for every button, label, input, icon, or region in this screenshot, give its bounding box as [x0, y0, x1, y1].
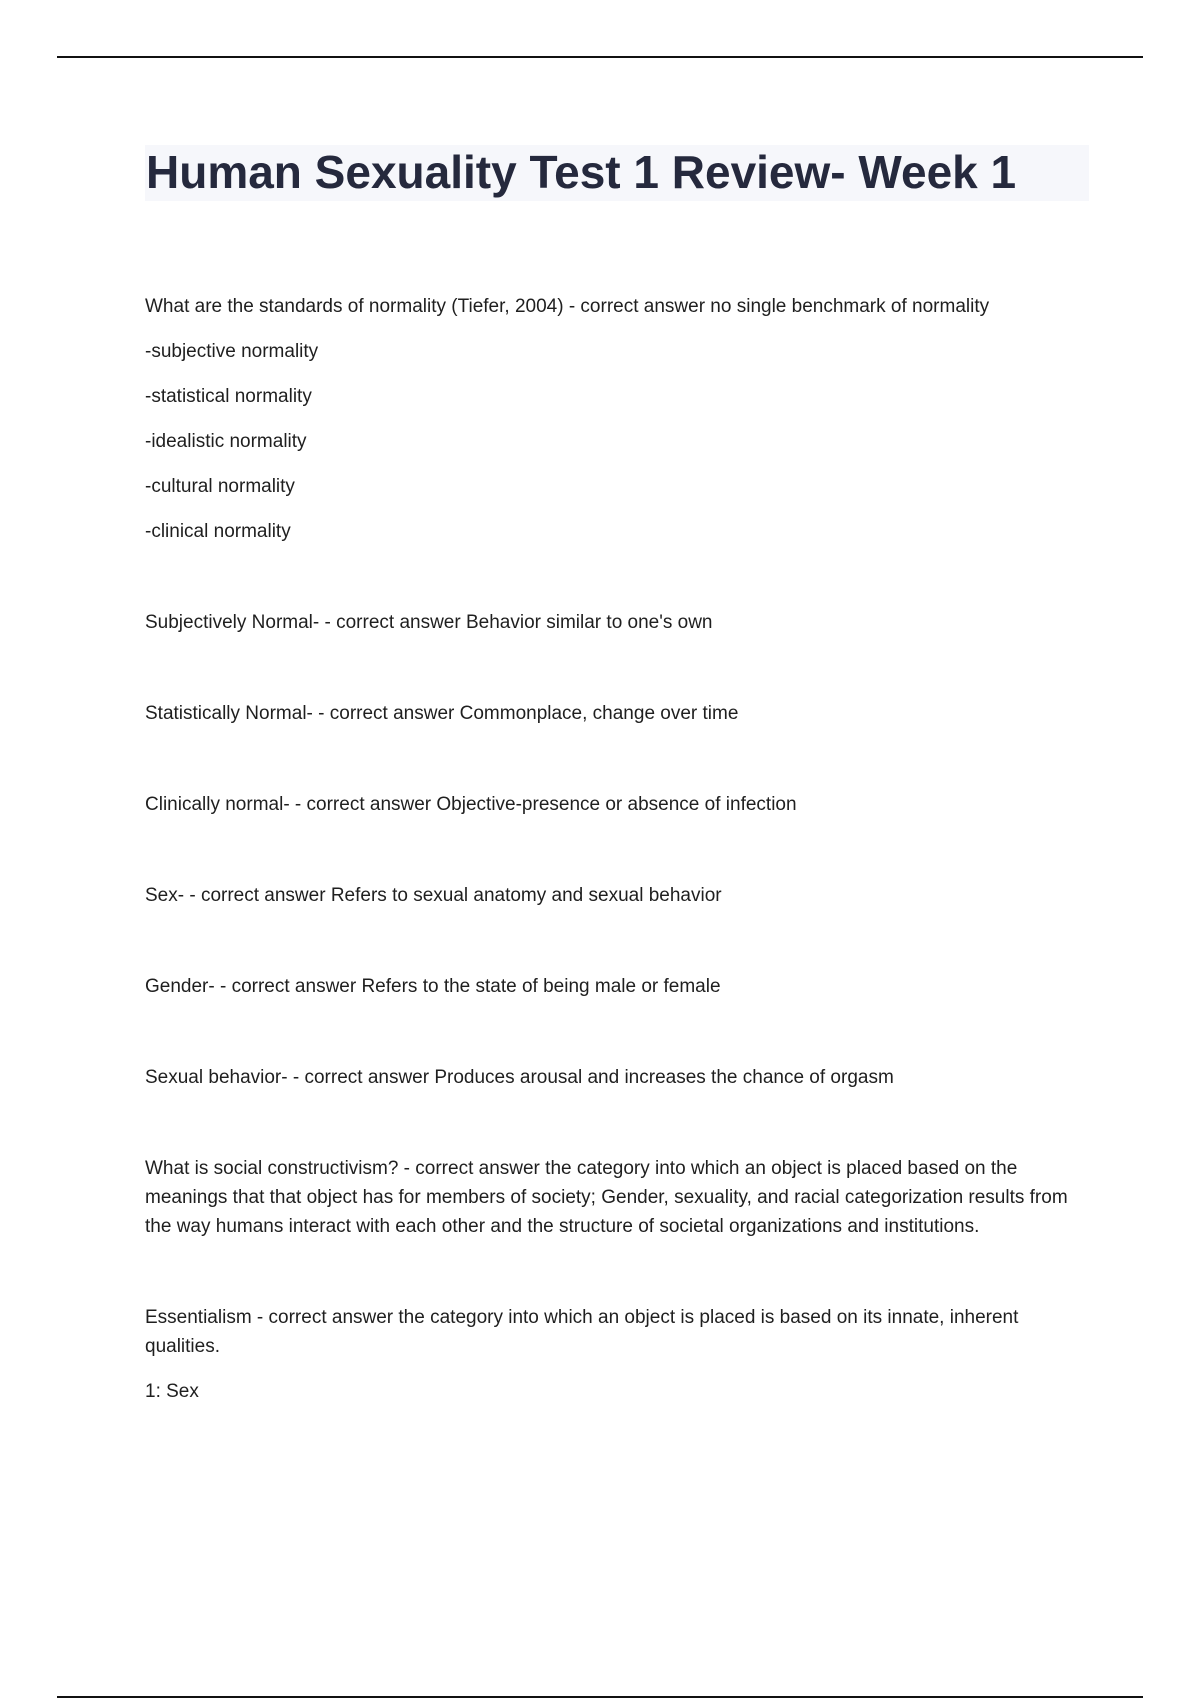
- spacer: [145, 1001, 1090, 1063]
- definition-subjectively-normal: Subjectively Normal- - correct answer Behavior similar to one's own: [145, 612, 713, 633]
- definition-sex: Sex- - correct answer Refers to sexual anatomy and sexual behavior: [145, 885, 722, 906]
- spacer: [145, 637, 1090, 699]
- spacer: [145, 546, 1090, 608]
- spacer: [145, 910, 1090, 972]
- definition-statistically-normal: Statistically Normal- - correct answer Commonplace, change over time: [145, 703, 739, 724]
- list-item: -cultural normality: [145, 476, 295, 497]
- spacer: [145, 819, 1090, 881]
- list-item: -statistical normality: [145, 386, 312, 407]
- normality-types-list: [145, 337, 1090, 546]
- definition-essentialism: Essentialism - correct answer the category into which an object is placed is based on its innate, inherent qualities.: [145, 1307, 1019, 1357]
- definition-gender: Gender- - correct answer Refers to the state of being male or female: [145, 976, 721, 997]
- spacer: [145, 728, 1090, 790]
- trailing-list-item: 1: Sex: [145, 1381, 199, 1402]
- spacer: [145, 1241, 1090, 1303]
- spacer: [145, 1092, 1090, 1154]
- question-standards-of-normality: What are the standards of normality (Tiefer, 2004) - correct answer no single benchmark of normality: [145, 296, 990, 317]
- page-title: Human Sexuality Test 1 Review- Week 1: [146, 146, 1017, 198]
- list-item: -idealistic normality: [145, 431, 307, 452]
- definition-clinically-normal: Clinically normal- - correct answer Objective-presence or absence of infection: [145, 794, 797, 815]
- document-body: [145, 292, 1090, 1406]
- top-rule: [57, 56, 1143, 58]
- definition-social-constructivism: What is social constructivism? - correct answer the category into which an object is placed based on the meanings that that object has for members of society; Gender, sexuality, and racial categorization results from the way humans interact with each other and the structure of societal organizations and institutions.: [145, 1158, 1068, 1237]
- list-item: -subjective normality: [145, 341, 319, 362]
- bottom-rule: [57, 1696, 1143, 1698]
- definition-sexual-behavior: Sexual behavior- - correct answer Produces arousal and increases the chance of orgasm: [145, 1067, 894, 1088]
- list-item: -clinical normality: [145, 521, 291, 542]
- spacer: [145, 1361, 1090, 1377]
